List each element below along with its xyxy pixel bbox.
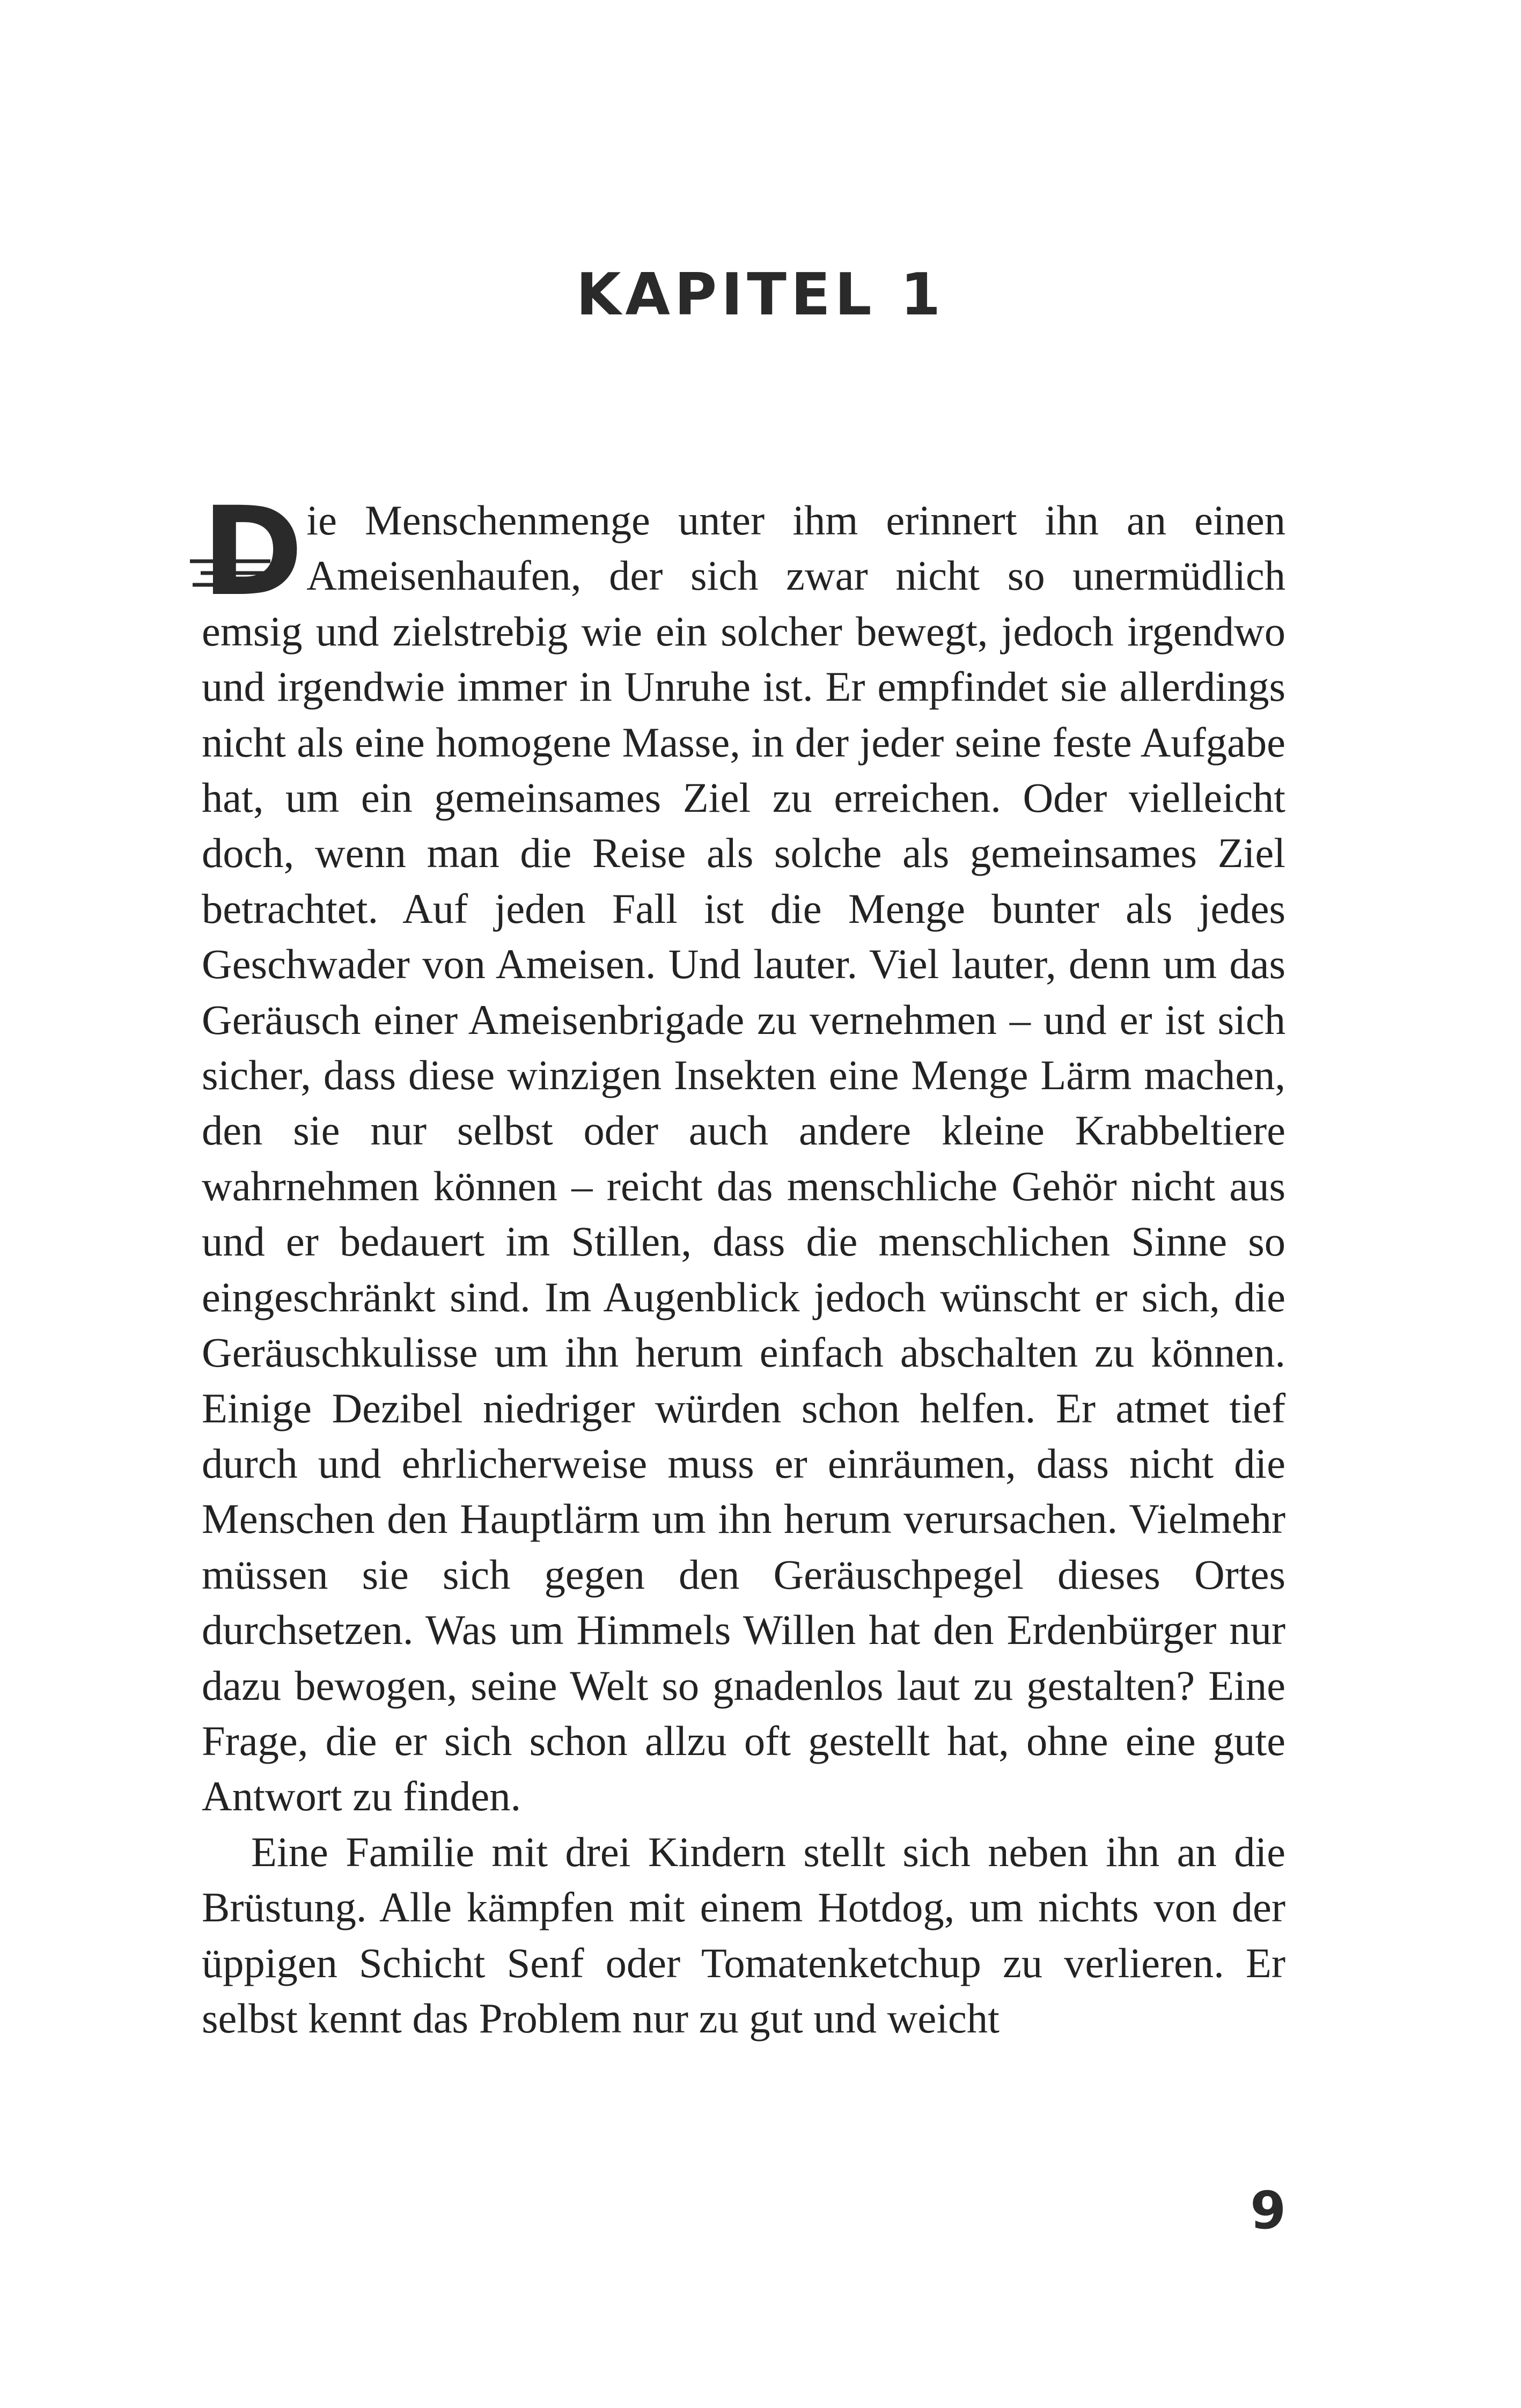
dropcap-letter [202, 480, 304, 623]
page-number: 9 [1250, 2181, 1286, 2241]
chapter-title: KAPITEL 1 [576, 261, 945, 328]
paragraph-1 [202, 480, 1285, 1824]
dropcap-glyph: D [202, 480, 304, 623]
paragraph-1-text: ie Menschenmenge unter ihm erinnert ihn an einen Ameisenhaufen, der sich zwar nicht so unermüdlich emsig und zielstrebig wie ein solcher bewegt, jedoch irgendwo und irgendwie immer in Unruhe ist. Er empfindet sie allerdings nicht als eine homogene Masse, in der jeder seine feste Aufgabe hat, um ein gemeinsames Ziel zu erreichen. Oder vielleicht doch, wenn man die Reise als solche als gemeinsames Ziel betrachtet. Auf jeden Fall ist die Menge bunter als jedes Geschwader von Ameisen. Und lauter. Viel lauter, denn um das Geräusch einer Ameisenbrigade zu vernehmen – und er ist sich sicher, dass diese winzigen Insekten eine Menge Lärm machen, den sie nur selbst oder auch andere kleine Krabbeltiere wahrnehmen können – reicht das menschliche Gehör nicht aus und er bedauert im Stillen, dass die menschlichen Sinne so eingeschränkt sind. Im Augenblick jedoch wünscht er sich, die Geräuschkulisse um ihn herum einfach abschalten zu können. Einige Dezibel niedriger würden schon helfen. Er atmet tief durch und ehrlicherweise muss er einräumen, dass nicht die Menschen den Hauptlärm um ihn herum verursachen. Vielmehr müssen sie sich gegen den Geräuschpegel dieses Ortes durchsetzen. Was um Himmels Willen hat den Erdenbürger nur dazu bewogen, seine Welt so gnadenlos laut zu gestalten? Eine Frage, die er sich schon allzu oft gestellt hat, ohne eine gute Antwort zu finden. [202, 497, 1285, 1820]
paragraph-2: Eine Familie mit drei Kindern stellt sich neben ihn an die Brüstung. Alle kämpfen mit einem Hotdog, um nichts von der üppigen Schicht Senf oder Tomatenketchup zu verlieren. Er selbst kennt das Problem nur zu gut und weicht [202, 1828, 1285, 2042]
chapter-body [202, 480, 1285, 2046]
